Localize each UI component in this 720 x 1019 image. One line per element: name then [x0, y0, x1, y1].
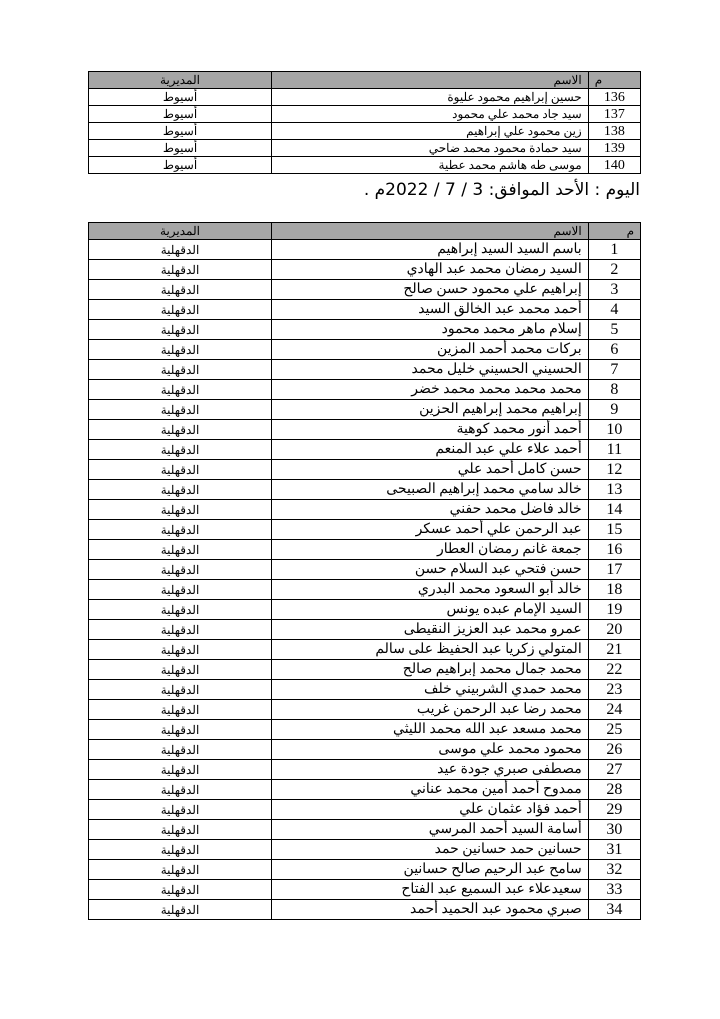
person-name: عمرو محمد عبد العزيز النقيطى [272, 620, 589, 640]
person-name: سامح عبد الرحيم صالح حسانين [272, 860, 589, 880]
header-name: الاسم [272, 223, 589, 240]
table-row [89, 106, 641, 123]
person-name: محمد حمدي الشربيني خلف [272, 680, 589, 700]
row-number: 6 [588, 340, 640, 360]
table-row [89, 360, 641, 380]
directorate: الدقهلية [89, 380, 272, 400]
person-name: محمد رضا عبد الرحمن غريب [272, 700, 589, 720]
table-row [89, 700, 641, 720]
table-row [89, 720, 641, 740]
person-name: إسلام ماهر محمد محمود [272, 320, 589, 340]
table-row [89, 880, 641, 900]
directorate: الدقهلية [89, 340, 272, 360]
table-row [89, 340, 641, 360]
directorate: أسيوط [89, 89, 272, 106]
person-name: محمود محمد علي موسى [272, 740, 589, 760]
table-row [89, 240, 641, 260]
directorate: الدقهلية [89, 820, 272, 840]
row-number: 13 [588, 480, 640, 500]
person-name: إبراهيم علي محمود حسن صالح [272, 280, 589, 300]
directorate: أسيوط [89, 123, 272, 140]
table-row [89, 300, 641, 320]
person-name: عبد الرحمن علي أحمد عسكر [272, 520, 589, 540]
person-name: خالد أبو السعود محمد البدري [272, 580, 589, 600]
table-row [89, 480, 641, 500]
table-row [89, 580, 641, 600]
table-body [89, 240, 641, 920]
row-number: 7 [588, 360, 640, 380]
person-name: موسى طه هاشم محمد عطية [272, 157, 589, 174]
table-row [89, 400, 641, 420]
directorate: الدقهلية [89, 580, 272, 600]
row-number: 137 [588, 106, 640, 123]
names-table-assiut [88, 71, 641, 174]
table-header-row [89, 72, 641, 89]
person-name: صبري محمود عبد الحميد أحمد [272, 900, 589, 920]
table-row [89, 760, 641, 780]
row-number: 10 [588, 420, 640, 440]
row-number: 15 [588, 520, 640, 540]
table-row [89, 660, 641, 680]
table-row [89, 540, 641, 560]
person-name: أسامة السيد أحمد المرسي [272, 820, 589, 840]
table-row [89, 260, 641, 280]
person-name: سيد حمادة محمود محمد ضاحي [272, 140, 589, 157]
row-number: 24 [588, 700, 640, 720]
row-number: 14 [588, 500, 640, 520]
person-name: أحمد فؤاد عثمان علي [272, 800, 589, 820]
directorate: الدقهلية [89, 660, 272, 680]
directorate: الدقهلية [89, 860, 272, 880]
person-name: سعيدعلاء عبد السميع عبد الفتاح [272, 880, 589, 900]
table-header-row [89, 223, 641, 240]
row-number: 34 [588, 900, 640, 920]
table-row [89, 420, 641, 440]
row-number: 2 [588, 260, 640, 280]
person-name: زين محمود علي إبراهيم [272, 123, 589, 140]
directorate: الدقهلية [89, 640, 272, 660]
header-number: م [588, 223, 640, 240]
directorate: الدقهلية [89, 440, 272, 460]
person-name: خالد سامي محمد إبراهيم الصبيحى [272, 480, 589, 500]
row-number: 30 [588, 820, 640, 840]
row-number: 27 [588, 760, 640, 780]
row-number: 4 [588, 300, 640, 320]
person-name: سيد جاد محمد علي محمود [272, 106, 589, 123]
person-name: المتولي زكريا عبد الحفيظ على سالم [272, 640, 589, 660]
row-number: 23 [588, 680, 640, 700]
directorate: أسيوط [89, 157, 272, 174]
directorate: الدقهلية [89, 460, 272, 480]
row-number: 17 [588, 560, 640, 580]
table-row [89, 740, 641, 760]
row-number: 22 [588, 660, 640, 680]
table-row [89, 280, 641, 300]
directorate: الدقهلية [89, 680, 272, 700]
table-row [89, 157, 641, 174]
row-number: 1 [588, 240, 640, 260]
table-row [89, 680, 641, 700]
person-name: أحمد علاء علي عبد المنعم [272, 440, 589, 460]
directorate: الدقهلية [89, 500, 272, 520]
row-number: 136 [588, 89, 640, 106]
header-directorate: المديرية [89, 72, 272, 89]
directorate: الدقهلية [89, 420, 272, 440]
row-number: 16 [588, 540, 640, 560]
person-name: خالد فاضل محمد حفني [272, 500, 589, 520]
header-name: الاسم [272, 72, 589, 89]
person-name: باسم السيد السيد إبراهيم [272, 240, 589, 260]
table-row [89, 820, 641, 840]
directorate: الدقهلية [89, 320, 272, 340]
table-row [89, 800, 641, 820]
table-row [89, 900, 641, 920]
table-row [89, 89, 641, 106]
header-directorate: المديرية [89, 223, 272, 240]
person-name: حسانين حمد حسانين حمد [272, 840, 589, 860]
person-name: أحمد أنور محمد كوهية [272, 420, 589, 440]
names-table-dakahlia [88, 222, 641, 920]
table-body [89, 89, 641, 174]
person-name: إبراهيم محمد إبراهيم الحزين [272, 400, 589, 420]
person-name: الحسيني الحسيني خليل محمد [272, 360, 589, 380]
directorate: الدقهلية [89, 520, 272, 540]
row-number: 21 [588, 640, 640, 660]
row-number: 9 [588, 400, 640, 420]
table-row [89, 860, 641, 880]
header-number: م [588, 72, 640, 89]
directorate: الدقهلية [89, 740, 272, 760]
table-row [89, 520, 641, 540]
table-row [89, 780, 641, 800]
table-row [89, 380, 641, 400]
directorate: الدقهلية [89, 400, 272, 420]
row-number: 140 [588, 157, 640, 174]
person-name: مصطفى صبري جودة عيد [272, 760, 589, 780]
table-row [89, 460, 641, 480]
table-row [89, 620, 641, 640]
person-name: حسن كامل أحمد علي [272, 460, 589, 480]
row-number: 29 [588, 800, 640, 820]
person-name: محمد محمد محمد محمد خضر [272, 380, 589, 400]
table-row [89, 123, 641, 140]
person-name: السيد رمضان محمد عبد الهادي [272, 260, 589, 280]
row-number: 139 [588, 140, 640, 157]
person-name: جمعة غانم رمضان العطار [272, 540, 589, 560]
row-number: 138 [588, 123, 640, 140]
directorate: أسيوط [89, 140, 272, 157]
directorate: الدقهلية [89, 260, 272, 280]
table-row [89, 840, 641, 860]
directorate: الدقهلية [89, 600, 272, 620]
table-row [89, 140, 641, 157]
row-number: 33 [588, 880, 640, 900]
directorate: الدقهلية [89, 300, 272, 320]
person-name: حسين إبراهيم محمود عليوة [272, 89, 589, 106]
directorate: الدقهلية [89, 700, 272, 720]
row-number: 25 [588, 720, 640, 740]
directorate: الدقهلية [89, 880, 272, 900]
day-date-line: اليوم : الأحد الموافق: 3 / 7 / 2022م . [363, 180, 640, 200]
directorate: الدقهلية [89, 780, 272, 800]
directorate: الدقهلية [89, 760, 272, 780]
directorate: الدقهلية [89, 560, 272, 580]
row-number: 18 [588, 580, 640, 600]
directorate: أسيوط [89, 106, 272, 123]
row-number: 8 [588, 380, 640, 400]
directorate: الدقهلية [89, 620, 272, 640]
directorate: الدقهلية [89, 540, 272, 560]
row-number: 19 [588, 600, 640, 620]
directorate: الدقهلية [89, 720, 272, 740]
row-number: 31 [588, 840, 640, 860]
person-name: السيد الإمام عبده يونس [272, 600, 589, 620]
person-name: حسن فتحي عبد السلام حسن [272, 560, 589, 580]
row-number: 28 [588, 780, 640, 800]
row-number: 3 [588, 280, 640, 300]
directorate: الدقهلية [89, 800, 272, 820]
table-row [89, 440, 641, 460]
directorate: الدقهلية [89, 360, 272, 380]
row-number: 11 [588, 440, 640, 460]
person-name: بركات محمد أحمد المزين [272, 340, 589, 360]
row-number: 12 [588, 460, 640, 480]
table-row [89, 600, 641, 620]
directorate: الدقهلية [89, 900, 272, 920]
table-row [89, 560, 641, 580]
table-row [89, 320, 641, 340]
person-name: محمد مسعد عبد الله محمد الليثي [272, 720, 589, 740]
row-number: 32 [588, 860, 640, 880]
row-number: 5 [588, 320, 640, 340]
directorate: الدقهلية [89, 480, 272, 500]
row-number: 20 [588, 620, 640, 640]
table-row [89, 500, 641, 520]
directorate: الدقهلية [89, 840, 272, 860]
directorate: الدقهلية [89, 280, 272, 300]
table-row [89, 640, 641, 660]
person-name: محمد جمال محمد إبراهيم صالح [272, 660, 589, 680]
person-name: أحمد محمد عبد الخالق السيد [272, 300, 589, 320]
person-name: ممدوح أحمد أمين محمد عناني [272, 780, 589, 800]
directorate: الدقهلية [89, 240, 272, 260]
row-number: 26 [588, 740, 640, 760]
